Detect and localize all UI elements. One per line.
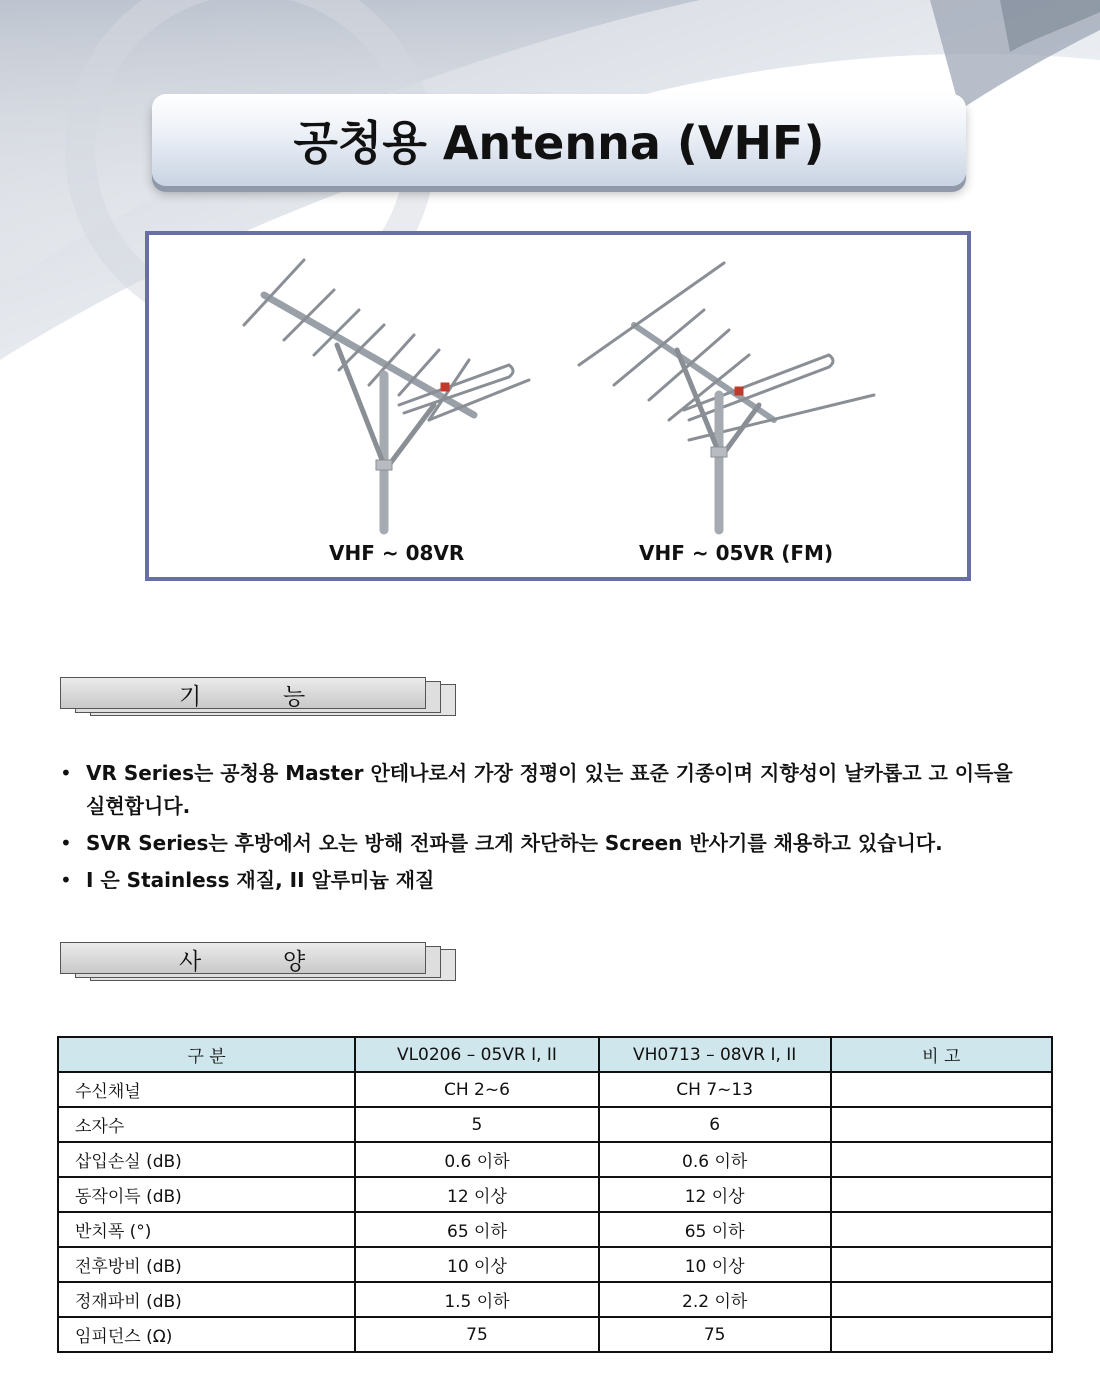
photo-caption-05vr: VHF ~ 05VR (FM) [639,541,834,565]
cell-remarks [831,1177,1052,1212]
cell-remarks [831,1107,1052,1142]
cell-remarks [831,1317,1052,1352]
table-row [58,1282,1052,1317]
feature-text: I 은 Stainless 재질, II 알루미늄 재질 [86,868,435,892]
cell-05vr: CH 2~6 [355,1072,599,1107]
row-label: 소자수 [58,1107,355,1142]
tab-layer-front [60,942,426,974]
bullet-icon: • [60,831,72,855]
cell-remarks [831,1142,1052,1177]
table-row [58,1247,1052,1282]
row-label: 정재파비 (dB) [58,1282,355,1317]
cell-08vr: 0.6 이하 [599,1142,831,1177]
cell-remarks [831,1282,1052,1317]
row-label: 전후방비 (dB) [58,1247,355,1282]
cell-08vr: 6 [599,1107,831,1142]
product-photo-frame [145,231,971,581]
cell-remarks [831,1212,1052,1247]
cell-05vr: 10 이상 [355,1247,599,1282]
table-row [58,1317,1052,1352]
features-heading [60,677,460,717]
table-row [58,1142,1052,1177]
table-row [58,1177,1052,1212]
page-title: 공청용 Antenna (VHF) [293,116,825,170]
cell-08vr: 2.2 이하 [599,1282,831,1317]
bullet-icon: • [60,761,72,785]
header-model-08vr: VH0713 – 08VR I, II [599,1037,831,1072]
row-label: 삽입손실 (dB) [58,1142,355,1177]
cell-05vr: 1.5 이하 [355,1282,599,1317]
bullet-icon: • [60,868,72,892]
cell-remarks [831,1072,1052,1107]
tab-layer-front [60,677,426,709]
features-heading-char-1: 기 [179,684,202,710]
table-header-row [58,1037,1052,1072]
spec-table [57,1036,1053,1353]
row-label: 임피던스 (Ω) [58,1317,355,1352]
photo-caption-08vr: VHF ~ 08VR [329,541,465,565]
cell-05vr: 0.6 이하 [355,1142,599,1177]
table-row [58,1212,1052,1247]
cell-08vr: 65 이하 [599,1212,831,1247]
specs-heading [60,942,460,982]
yagi-antenna-5-element-icon [559,235,899,535]
feature-item [60,757,1020,823]
feature-item [60,827,1020,860]
title-banner [152,94,966,186]
header-model-05vr: VL0206 – 05VR I, II [355,1037,599,1072]
cell-05vr: 75 [355,1317,599,1352]
feature-text: SVR Series는 후방에서 오는 방해 전파를 크게 차단하는 Screen 반사기를 채용하고 있습니다. [86,831,943,855]
header-remarks: 비 고 [831,1037,1052,1072]
cell-08vr: 12 이상 [599,1177,831,1212]
cell-05vr: 5 [355,1107,599,1142]
row-label: 수신채널 [58,1072,355,1107]
table-row [58,1072,1052,1107]
table-row [58,1107,1052,1142]
feature-list [60,757,1020,901]
cell-08vr: 75 [599,1317,831,1352]
feature-item [60,864,1020,897]
header-category: 구 분 [58,1037,355,1072]
row-label: 동작이득 (dB) [58,1177,355,1212]
features-heading-char-2: 능 [283,684,306,710]
specs-heading-char-2: 양 [283,949,306,975]
yagi-antenna-8-element-icon [209,235,549,535]
cell-08vr: CH 7~13 [599,1072,831,1107]
feature-text: VR Series는 공청용 Master 안테나로서 가장 정평이 있는 표준 기종이며 지향성이 날카롭고 고 이득을 실현합니다. [86,761,1013,818]
cell-08vr: 10 이상 [599,1247,831,1282]
cell-remarks [831,1247,1052,1282]
cell-05vr: 12 이상 [355,1177,599,1212]
row-label: 반치폭 (°) [58,1212,355,1247]
cell-05vr: 65 이하 [355,1212,599,1247]
specs-heading-char-1: 사 [179,949,202,975]
